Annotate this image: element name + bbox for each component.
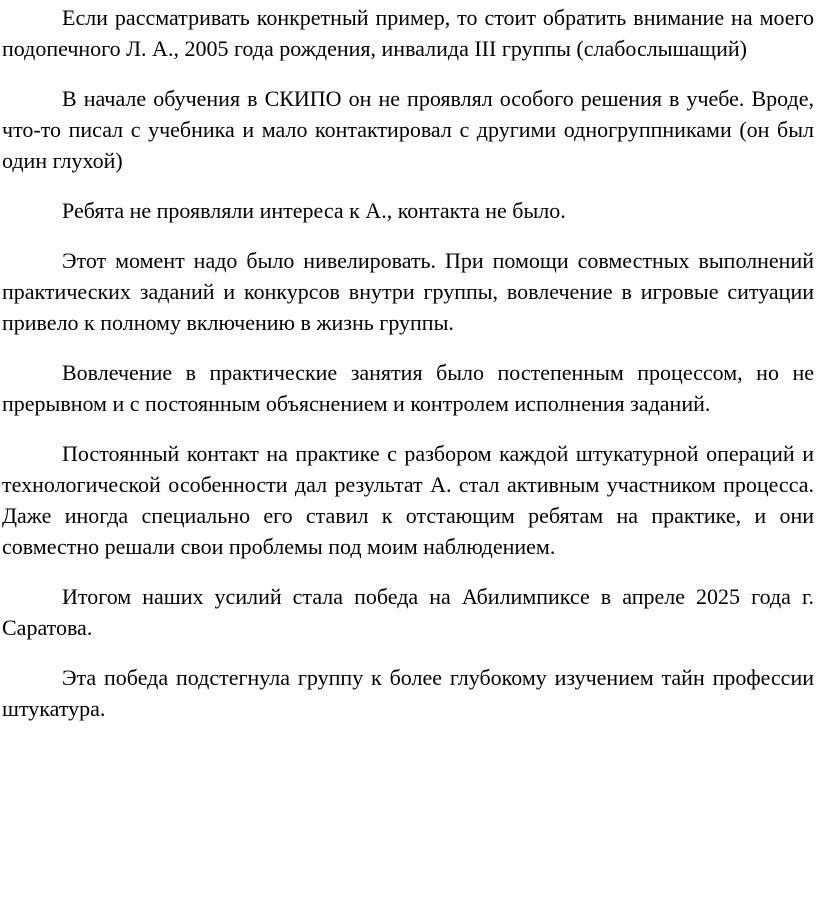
paragraph-8: Эта победа подстегнула группу к более глубокому изучением тайн профессии штукатура. <box>2 665 814 721</box>
paragraph-5: Вовлечение в практические занятия было постепенным процессом, но не прерывном и с постоянным объяснением и контролем исполнения заданий. <box>2 360 814 416</box>
paragraph-2: В начале обучения в СКИПО он не проявлял особого решения в учебе. Вроде, что-то писал с учебника и мало контактировал с другими одногруппниками (он был один глухой) <box>2 86 814 173</box>
paragraph-3: Ребята не проявляли интереса к А., контакта не было. <box>62 198 566 223</box>
paragraph-4: Этот момент надо было нивелировать. При помощи совместных выполнений практических заданий и конкурсов внутри группы, вовлечение в игровые ситуации привело к полному включению в жизнь группы. <box>2 248 814 335</box>
paragraph-1: Если рассматривать конкретный пример, то стоит обратить внимание на моего подопечного Л. А., 2005 года рождения, инвалида III группы (слабослышащий) <box>2 5 814 61</box>
paragraph-7: Итогом наших усилий стала победа на Абилимпиксе в апреле 2025 года г. Саратова. <box>2 584 814 640</box>
paragraph-6: Постоянный контакт на практике с разбором каждой штукатурной операций и технологической особенности дал результат А. стал активным участником процесса. Даже иногда специально его ставил к отстающим ребятам на практике, и они совместно решали свои проблемы под моим наблюдением. <box>2 441 814 559</box>
